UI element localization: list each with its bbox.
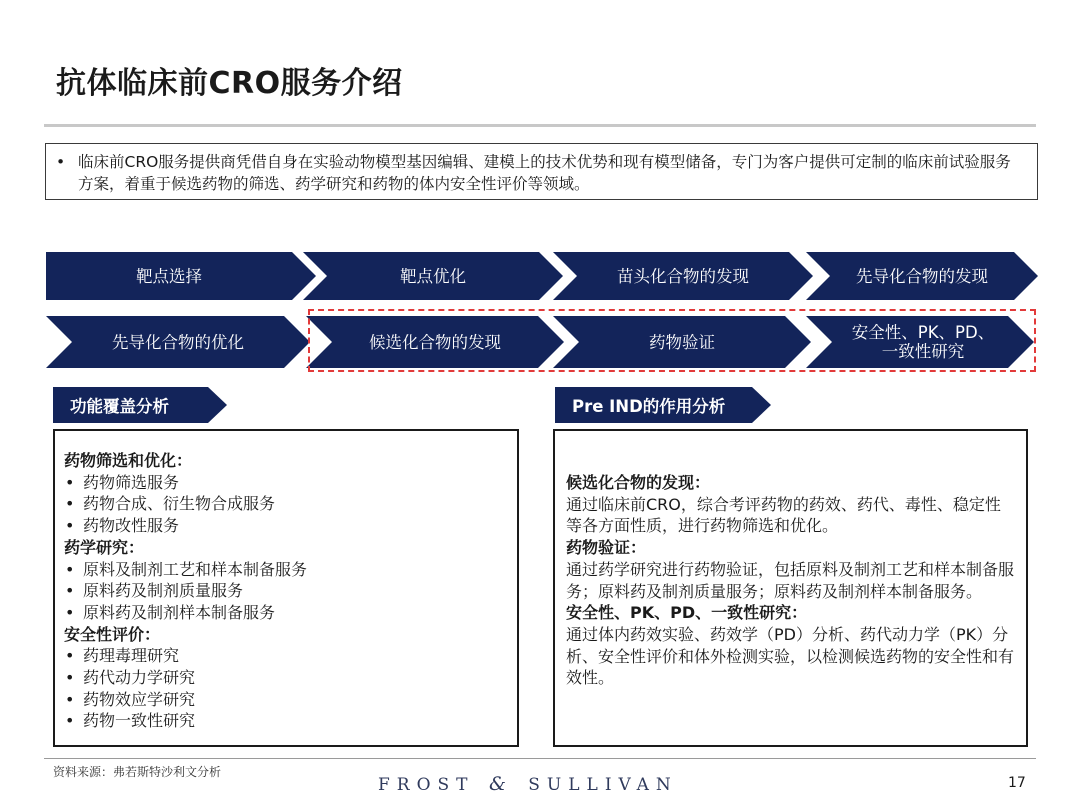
list-item: • 原料及制剂工艺和样本制备服务 bbox=[64, 559, 504, 581]
section-heading: 候选化合物的发现： bbox=[566, 473, 711, 492]
list-item: • 药物合成、衍生物合成服务 bbox=[64, 493, 504, 515]
section-text: 通过临床前CRO，综合考评药物的药效、药代、毒性、稳定性等各方面性质，进行药物筛选和优化。 bbox=[566, 494, 1001, 536]
intro-box bbox=[45, 143, 1038, 200]
source-note: 资料来源：弗若斯特沙利文分析 bbox=[53, 765, 222, 779]
left-panel-tab-label: 功能覆盖分析 bbox=[70, 397, 169, 416]
intro-text: 临床前CRO服务提供商凭借自身在实验动物模型基因编辑、建模上的技术优势和现有模型储备，专门为客户提供可定制的临床前试验服务方案，着重于候选药物的筛选、药学研究和药物的体内安全性评价等领域。 bbox=[78, 153, 1011, 193]
brand-left: FROST bbox=[378, 775, 475, 795]
process-step-label: 先导化合物的发现 bbox=[856, 266, 988, 286]
process-step-label: 靶点优化 bbox=[400, 266, 466, 286]
intro-bullet: • bbox=[56, 153, 66, 171]
list-item: • 药物筛选服务 bbox=[64, 472, 504, 494]
left-panel bbox=[53, 429, 519, 747]
right-panel-tab bbox=[555, 387, 771, 423]
left-panel-content bbox=[64, 450, 504, 732]
list-item: • 原料药及制剂质量服务 bbox=[64, 580, 504, 602]
title-divider bbox=[44, 124, 1036, 127]
section-text: 通过体内药效实验、药效学（PD）分析、药代动力学（PK）分析、安全性评价和体外检测实验，以检测候选药物的安全性和有效性。 bbox=[566, 624, 1015, 688]
list-item: • 药物改性服务 bbox=[64, 515, 504, 537]
brand-logo bbox=[378, 773, 678, 795]
page-title: 抗体临床前CRO服务介绍 bbox=[56, 66, 403, 101]
footer-divider bbox=[44, 758, 1036, 759]
highlight-dashed-frame bbox=[308, 309, 1036, 372]
list-item: • 药代动力学研究 bbox=[64, 667, 504, 689]
left-panel-tab bbox=[53, 387, 227, 423]
list-item: • 原料药及制剂样本制备服务 bbox=[64, 602, 504, 624]
process-step-label: 候选化合物的发现 bbox=[369, 332, 501, 352]
process-step-label: 药物验证 bbox=[649, 332, 715, 352]
list-item: • 药理毒理研究 bbox=[64, 645, 504, 667]
list-item: • 药物一致性研究 bbox=[64, 710, 504, 732]
process-step-label: 靶点选择 bbox=[136, 266, 202, 286]
page-number: 17 bbox=[1008, 775, 1026, 791]
section-heading: 安全性、PK、PD、一致性研究： bbox=[566, 603, 808, 623]
process-step-label: 苗头化合物的发现 bbox=[617, 266, 749, 286]
right-panel bbox=[553, 429, 1028, 747]
right-panel-tab-label: Pre IND的作用分析 bbox=[572, 397, 726, 416]
right-panel-content bbox=[566, 472, 1016, 689]
process-step-label: 先导化合物的优化 bbox=[112, 332, 244, 352]
list-item: • 药物效应学研究 bbox=[64, 689, 504, 711]
process-step-label: 安全性、PK、PD、 一致性研究 bbox=[851, 323, 995, 361]
brand-right: SULLIVAN bbox=[528, 775, 678, 795]
brand-ampersand: & bbox=[488, 773, 506, 795]
section-heading: 药物验证： bbox=[566, 538, 647, 558]
section-heading: 药学研究： bbox=[64, 537, 145, 557]
section-heading: 安全性评价： bbox=[64, 624, 161, 644]
section-text: 通过药学研究进行药物验证，包括原料及制剂工艺和样本制备服务；原料药及制剂质量服务；原料药及制剂样本制备服务。 bbox=[566, 559, 1015, 601]
section-heading: 药物筛选和优化： bbox=[64, 451, 193, 470]
